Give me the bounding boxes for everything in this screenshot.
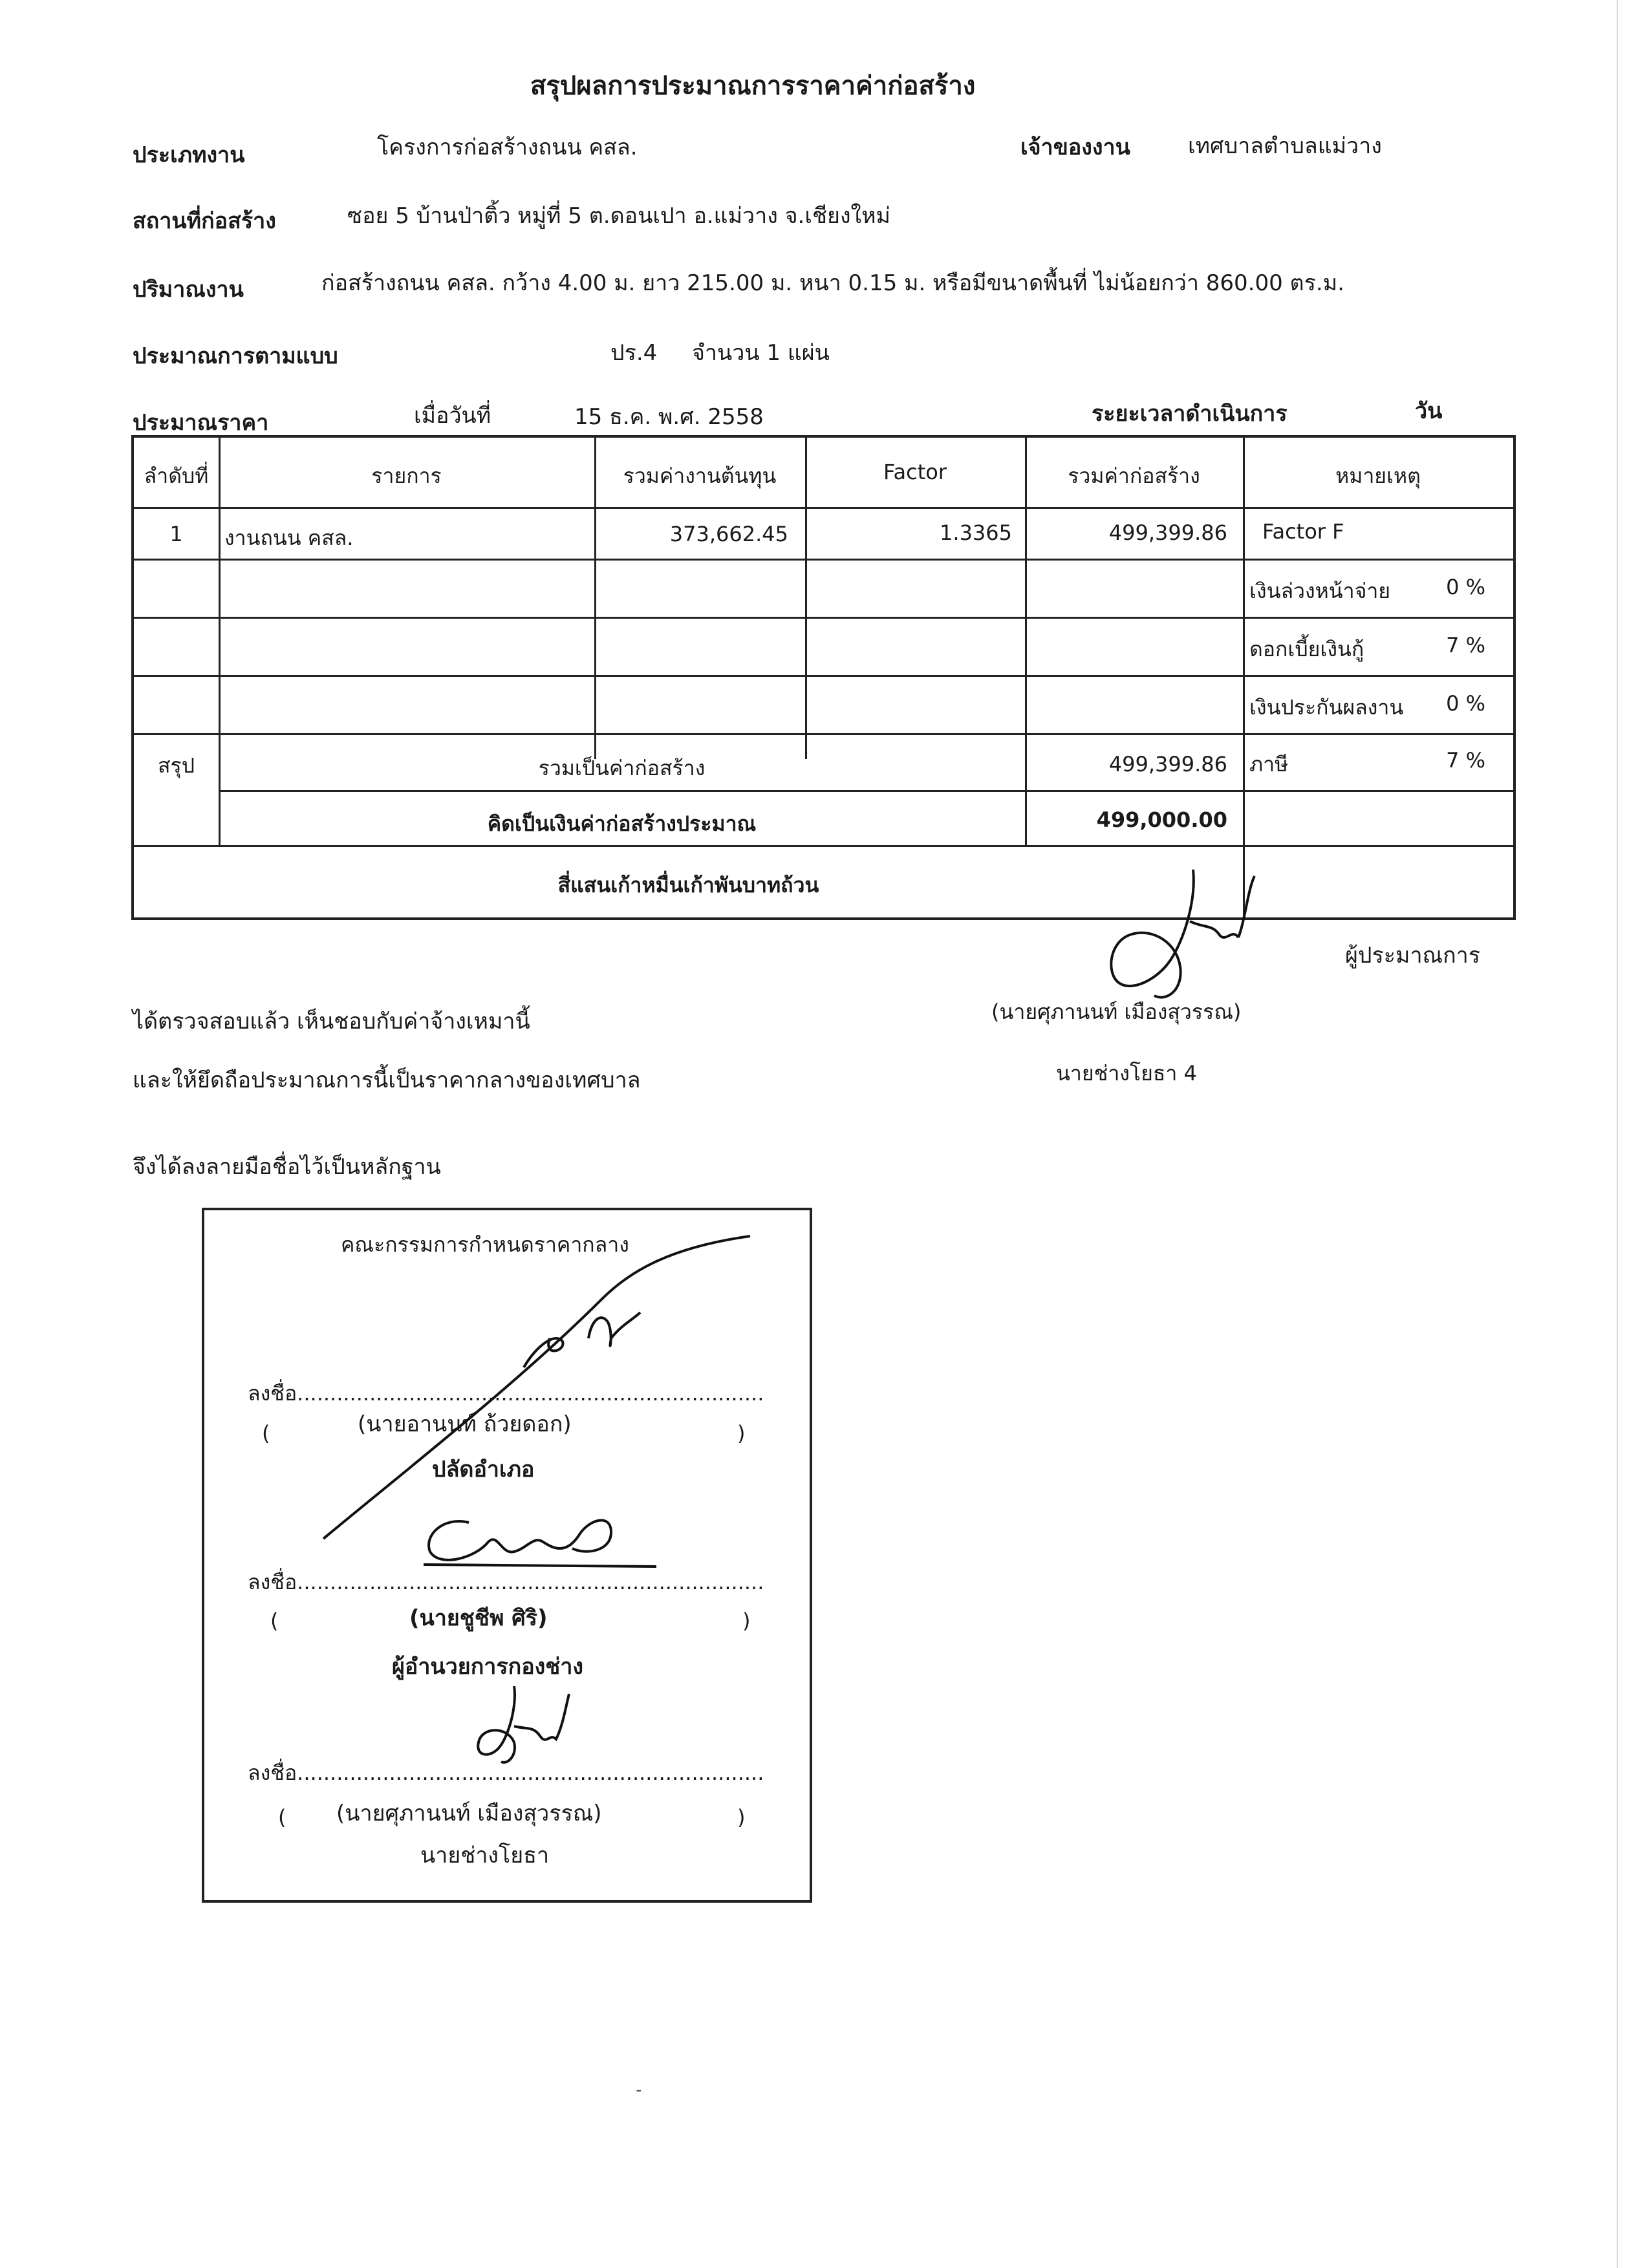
amount-text: สี่แสนเก้าหมื่นเก้าพันบาทถ้วน [557, 873, 819, 897]
member-3-position: นายช่างโยธา [420, 1843, 550, 1868]
owner-value: เทศบาลตำบลแม่วาง [1188, 133, 1382, 159]
loan-interest-label: ดอกเบี้ยเงินกู้ [1249, 637, 1364, 661]
work-type-label: ประเภทงาน [133, 142, 245, 168]
advance-payment-value: 0 % [1446, 575, 1485, 599]
quantity-label: ปริมาณงาน [133, 277, 244, 303]
col-header-cost: รวมค่างานต้นทุน [623, 464, 777, 488]
col-divider [1243, 438, 1245, 916]
work-type-value: โครงการก่อสร้างถนน คสล. [377, 134, 638, 160]
open-paren-2: ( [270, 1609, 279, 1633]
committee-title: คณะกรรมการกำหนดราคากลาง [341, 1232, 629, 1257]
col-header-factor: Factor [883, 460, 947, 484]
design-count: จำนวน 1 แผ่น [692, 340, 830, 366]
open-paren-3: ( [278, 1805, 286, 1830]
close-paren-2: ) [742, 1609, 751, 1633]
member-2-position: ผู้อำนวยการกองช่าง [392, 1654, 584, 1680]
row1-cost: 373,662.45 [669, 522, 788, 546]
open-paren-1: ( [262, 1421, 270, 1446]
row-divider [134, 845, 1513, 847]
row-divider [134, 507, 1513, 509]
approval-line-2: และให้ยึดถือประมาณการนี้เป็นราคากลางของเทศบาล [133, 1067, 641, 1093]
approval-line-3: จึงได้ลงลายมือชื่อไว้เป็นหลักฐาน [133, 1154, 441, 1180]
cost-table [131, 435, 1516, 920]
member-1-name: (นายอานนท์ ถ้วยดอก) [358, 1411, 572, 1437]
duration-label: ระยะเวลาดำเนินการ [1092, 401, 1288, 427]
col-divider [805, 438, 807, 759]
col-header-no: ลำดับที่ [144, 464, 209, 488]
col-header-item: รายการ [371, 464, 442, 488]
performance-bond-value: 0 % [1446, 691, 1485, 716]
member-3-signature [469, 1681, 572, 1778]
estimator-role: ผู้ประมาณการ [1345, 943, 1481, 968]
row1-note: Factor F [1262, 519, 1344, 544]
date-value: 15 ธ.ค. พ.ศ. 2558 [574, 404, 764, 430]
loan-interest-value: 7 % [1446, 633, 1485, 658]
sign-line-1: ลงชื่อ....................................................................... [248, 1381, 764, 1406]
owner-label: เจ้าของงาน [1020, 134, 1130, 160]
sum-value: 499,399.86 [1108, 752, 1227, 776]
page-mark: ˗ [636, 2079, 642, 2101]
approval-line-1: ได้ตรวจสอบแล้ว เห็นชอบกับค่าจ้างเหมานี้ [133, 1009, 530, 1034]
estimate-label: ประมาณราคา [133, 410, 269, 436]
col-header-total: รวมค่าก่อสร้าง [1068, 464, 1200, 488]
quantity-value: ก่อสร้างถนน คสล. กว้าง 4.00 ม. ยาว 215.00 ม. หนา 0.15 ม. หรือมีขนาดพื้นที่ ไม่น้อยกว่า 860.00 ตร.ม. [321, 270, 1344, 296]
tax-value: 7 % [1446, 748, 1485, 773]
row1-item: งานถนน คสล. [224, 526, 354, 550]
close-paren-3: ) [737, 1805, 746, 1830]
scan-edge [1617, 0, 1618, 2268]
estimator-signature [1093, 863, 1261, 1012]
row-divider [134, 675, 1513, 677]
date-label: เมื่อวันที่ [414, 403, 491, 429]
approx-label: คิดเป็นเงินค่าก่อสร้างประมาณ [487, 811, 757, 836]
duration-unit: วัน [1415, 398, 1443, 424]
close-paren-1: ) [737, 1421, 746, 1446]
advance-payment-label: เงินล่วงหน้าจ่าย [1249, 579, 1391, 603]
col-divider [1025, 438, 1027, 845]
tax-label: ภาษี [1249, 752, 1289, 776]
estimator-position: นายช่างโยธา 4 [1056, 1061, 1197, 1086]
site-value: ซอย 5 บ้านป่าติ้ว หมู่ที่ 5 ต.ดอนเปา อ.แม่วาง จ.เชียงใหม่ [347, 203, 890, 229]
summary-label: สรุป [157, 753, 195, 778]
member-2-name: (นายชูชีพ ศิริ) [409, 1605, 548, 1631]
sign-line-2: ลงชื่อ....................................................................... [248, 1570, 764, 1594]
approx-value: 499,000.00 [1096, 808, 1227, 832]
design-form: ปร.4 [610, 340, 658, 366]
estimator-name: (นายศุภานนท์ เมืองสุวรรณ) [991, 1000, 1242, 1024]
sign-line-3: ลงชื่อ....................................................................... [248, 1760, 764, 1785]
row1-factor: 1.3365 [940, 520, 1012, 545]
site-label: สถานที่ก่อสร้าง [133, 208, 276, 234]
design-label: ประมาณการตามแบบ [133, 343, 338, 369]
row1-no: 1 [169, 522, 183, 546]
row-divider [219, 790, 1513, 792]
performance-bond-label: เงินประกันผลงาน [1249, 695, 1404, 720]
member-1-position: ปลัดอำเภอ [432, 1457, 535, 1482]
page-title: สรุปผลการประมาณการราคาค่าก่อสร้าง [530, 71, 976, 101]
row-divider [134, 559, 1513, 561]
row-divider [134, 733, 1513, 735]
member-2-signature [417, 1497, 663, 1574]
row1-total: 499,399.86 [1108, 520, 1227, 545]
row-divider [134, 617, 1513, 619]
sum-label: รวมเป็นค่าก่อสร้าง [538, 756, 706, 780]
col-header-note: หมายเหตุ [1335, 464, 1421, 488]
member-3-name: (นายศุภานนท์ เมืองสุวรรณ) [336, 1801, 602, 1826]
